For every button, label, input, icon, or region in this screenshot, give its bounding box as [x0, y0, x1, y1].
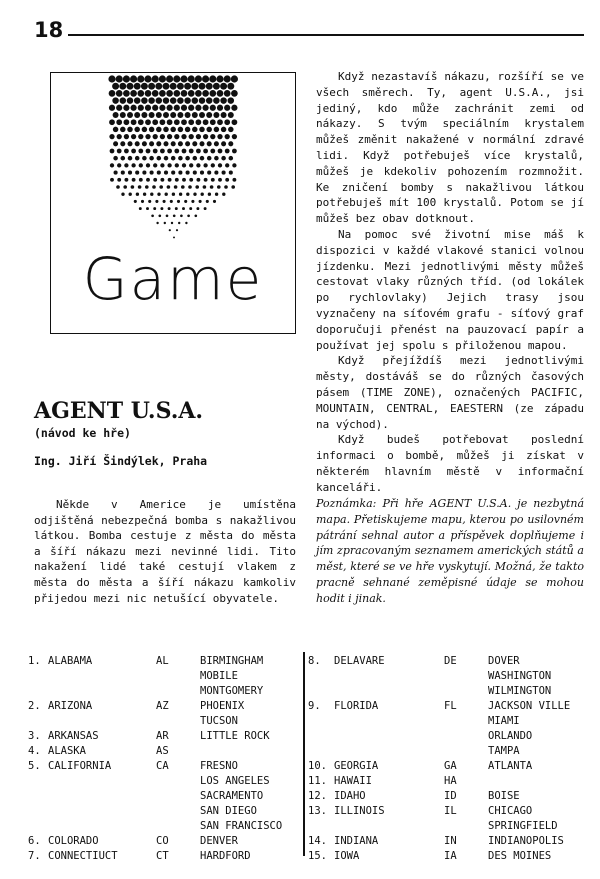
state-name: IOWA [334, 850, 360, 862]
state-number: 15. [308, 850, 327, 862]
city-name: MONTGOMERY [200, 685, 264, 697]
article-author: Ing. Jiří Šindýlek, Praha [34, 454, 208, 468]
city-name: WILMINGTON [488, 685, 552, 697]
state-number: 14. [308, 835, 327, 847]
game-logo [50, 72, 296, 334]
city-name: BOISE [488, 790, 520, 802]
state-name: FLORIDA [334, 700, 379, 712]
city-name: LITTLE ROCK [200, 730, 270, 742]
state-number: 12. [308, 790, 327, 802]
state-row [28, 744, 300, 759]
state-abbr: IL [444, 805, 457, 817]
state-number: 9. [308, 700, 321, 712]
page-number: 18 [34, 18, 64, 42]
state-name: CONNECTIUCT [48, 850, 118, 862]
state-abbr: DE [444, 655, 457, 667]
state-abbr: CT [156, 850, 169, 862]
article-subtitle: (návod ke hře) [34, 426, 131, 440]
state-name: COLORADO [48, 835, 99, 847]
state-row [28, 759, 300, 834]
state-abbr: HA [444, 775, 457, 787]
state-abbr: AS [156, 745, 169, 757]
city-name: TUCSON [200, 715, 238, 727]
city-name: SPRINGFIELD [488, 820, 558, 832]
states-table-left [28, 654, 300, 864]
state-number: 10. [308, 760, 327, 772]
city-name: WASHINGTON [488, 670, 552, 682]
state-name: IDAHO [334, 790, 366, 802]
city-name: ORLANDO [488, 730, 533, 742]
city-name: JACKSON VILLE [488, 700, 571, 712]
city-name: SAN DIEGO [200, 805, 257, 817]
state-row [28, 654, 300, 699]
article-title: AGENT U.S.A. [34, 398, 204, 424]
city-name: MIAMI [488, 715, 520, 727]
city-name: ATLANTA [488, 760, 533, 772]
state-row [308, 804, 592, 834]
state-number: 13. [308, 805, 327, 817]
state-number: 5. [28, 760, 41, 772]
city-name: DOVER [488, 655, 520, 667]
state-name: HAWAII [334, 775, 372, 787]
state-abbr: IN [444, 835, 457, 847]
state-number: 2. [28, 700, 41, 712]
state-row [28, 699, 300, 729]
header-rule [68, 34, 584, 36]
intro-paragraph: Někde v Americe je umístěna odjištěná nebezpečná bomba s nakažlivou látkou. Bomba cestuje z města do města a šíří nákazu mezi nevinné lidi. Tito nakažení lidé také cestují vlakem z města do města a šíří nákazu kamkoliv přijedou mezi nic netušící obyvatele. [34, 498, 296, 605]
city-name: PHOENIX [200, 700, 245, 712]
city-name: DENVER [200, 835, 238, 847]
state-number: 6. [28, 835, 41, 847]
state-name: ARIZONA [48, 700, 93, 712]
state-number: 3. [28, 730, 41, 742]
state-name: ALABAMA [48, 655, 93, 667]
city-name: MOBILE [200, 670, 238, 682]
table-divider [303, 652, 305, 856]
state-name: ILLINOIS [334, 805, 385, 817]
state-name: ALASKA [48, 745, 86, 757]
city-name: INDIANOPOLIS [488, 835, 564, 847]
state-name: ARKANSAS [48, 730, 99, 742]
state-number: 7. [28, 850, 41, 862]
city-name: FRESNO [200, 760, 238, 772]
paragraph: Když nezastavíš nákazu, rozšíří se ve všech směrech. Ty, agent U.S.A., jsi jediný, kdo může zachránit zemi od nákazy. S tvým speciálním krystalem můžeš změnit nakažené v normální zdravé lidi. Když potřebuješ více krystalů, můžeš je kdekoliv pohozením rozmnožit. Ke zničení bomby s nakažlivou látkou potřebuješ mít 100 krystalů. Potom se jí můžeš bez obav dotknout. [316, 70, 584, 226]
state-abbr: GA [444, 760, 457, 772]
state-number: 11. [308, 775, 327, 787]
state-name: DELAVARE [334, 655, 385, 667]
editor-note: Poznámka: Při hře AGENT U.S.A. je nezbytná mapa. Přetiskujeme mapu, kterou po usilovném pátrání sehnal autor a příspěvek doplňujeme i jím zpracovaným seznamem amerických států a měst, které se ve hře vyskytují. Možná, že takto pracně sehnané zeměpisné údaje se mohou hodit i jinak. [316, 497, 584, 605]
state-row [308, 789, 592, 804]
paragraph: Když přejíždíš mezi jednotlivými městy, dostáváš se do různých časových pásem (TIME ZONE), označených PACIFIC, MOUNTAIN, CENTRAL, EAESTERN (ze západu na východ). [316, 354, 584, 431]
state-row [308, 849, 592, 864]
state-row [28, 729, 300, 744]
state-row [28, 834, 300, 849]
city-name: DES MOINES [488, 850, 552, 862]
state-row [308, 759, 592, 774]
state-name: GEORGIA [334, 760, 379, 772]
state-row [308, 834, 592, 849]
state-abbr: FL [444, 700, 457, 712]
city-name: HARDFORD [200, 850, 251, 862]
state-abbr: AR [156, 730, 169, 742]
state-abbr: CO [156, 835, 169, 847]
state-abbr: ID [444, 790, 457, 802]
state-row [308, 654, 592, 699]
city-name: SAN FRANCISCO [200, 820, 283, 832]
paragraph: Na pomoc své životní mise máš k dispozici v každé vlakové stanici volnou jízdenku. Mezi jednotlivými městy můžeš cestovat vlaky různých tříd. (od lokálek po rychlovlaky) Jejich trasy jsou vyznačeny na síťovém grafu - síťový graf doporučuji přenést na pauzovací papír a používat jej spolu s přiloženou mapou. [316, 227, 584, 352]
state-abbr: AL [156, 655, 169, 667]
state-number: 1. [28, 655, 41, 667]
paragraph: Když budeš potřebovat poslední informaci o bombě, můžeš ji získat v některém hlavním městě v informační kanceláři. [316, 433, 584, 494]
city-name: CHICAGO [488, 805, 533, 817]
logo-word: Game [82, 245, 264, 313]
state-number: 4. [28, 745, 41, 757]
state-row [308, 699, 592, 759]
state-row [308, 774, 592, 789]
city-name: BIRMINGHAM [200, 655, 264, 667]
state-number: 8. [308, 655, 321, 667]
city-name: TAMPA [488, 745, 520, 757]
right-column-text [316, 69, 584, 496]
city-name: SACRAMENTO [200, 790, 264, 802]
state-name: CALIFORNIA [48, 760, 112, 772]
state-abbr: CA [156, 760, 169, 772]
state-abbr: IA [444, 850, 457, 862]
city-name: LOS ANGELES [200, 775, 270, 787]
state-name: INDIANA [334, 835, 379, 847]
states-table-right [308, 654, 592, 864]
state-row [28, 849, 300, 864]
state-abbr: AZ [156, 700, 169, 712]
